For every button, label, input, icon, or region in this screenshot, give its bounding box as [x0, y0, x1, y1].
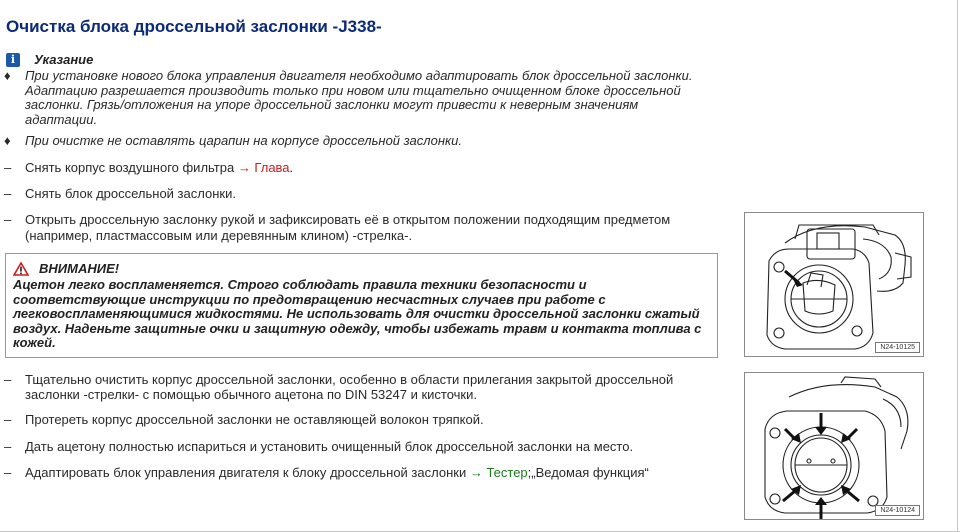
- throttle-body-open-illustration: [745, 213, 923, 356]
- note-line: Адаптацию разрешается производить только при новом или тщательно очищенном блоке дроссельной: [25, 82, 681, 98]
- warning-line: кожей.: [13, 335, 56, 351]
- dash-marker: –: [4, 212, 12, 227]
- dash-marker: –: [4, 439, 12, 454]
- throttle-body-closed-illustration: [745, 373, 923, 519]
- step-line: (например, пластмассовым или деревянным клином) -стрелка-.: [25, 228, 413, 243]
- info-icon: i: [6, 53, 20, 67]
- note-line: При очистке не оставлять царапин на корпусе дроссельной заслонки.: [25, 133, 462, 148]
- step-text: [25, 466, 649, 481]
- note-heading-label: Указание: [34, 52, 94, 67]
- step-text-main: Адаптировать блок управления двигателя к блоку дроссельной заслонки: [25, 465, 470, 480]
- page-title: Очистка блока дроссельной заслонки -J338-: [6, 17, 382, 36]
- warning-line: воздух. Наденьте защитные очки и защитную одежду, чтобы избежать травм и контакта топлива с: [13, 320, 702, 336]
- warning-triangle-icon: [13, 262, 29, 276]
- dash-marker: –: [4, 372, 12, 387]
- bullet-diamond-icon: ♦: [4, 68, 11, 83]
- step-text: Дать ацетону полностью испариться и установить очищенный блок дроссельной заслонки на место.: [25, 439, 634, 454]
- step-text: Протереть корпус дроссельной заслонки не оставляющей волокон тряпкой.: [25, 412, 484, 427]
- warning-line: легковоспламеняющимися жидкостями. Не использовать для очистки дроссельной заслонки сжатый: [13, 306, 700, 322]
- note-line: При установке нового блока управления двигателя необходимо адаптировать блок дроссельной заслонки.: [25, 68, 693, 83]
- step-line: Тщательно очистить корпус дроссельной заслонки, особенно в области прилегания закрытой дроссельной: [25, 372, 674, 387]
- warning-text: [13, 278, 713, 351]
- warning-heading-label: ВНИМАНИЕ!: [39, 261, 120, 276]
- step-text: [25, 161, 293, 176]
- step-text-main: Снять корпус воздушного фильтра: [25, 160, 238, 175]
- tester-link[interactable]: → Тестер: [469, 465, 528, 480]
- step-text: Снять блок дроссельной заслонки.: [25, 186, 236, 201]
- dash-marker: –: [4, 465, 12, 480]
- figure-throttle-closed: [744, 372, 924, 520]
- dash-marker: –: [4, 160, 12, 175]
- page-right-border: [957, 0, 958, 532]
- chapter-link[interactable]: → Глава: [237, 160, 290, 175]
- figure-throttle-open: [744, 212, 924, 357]
- dash-marker: –: [4, 412, 12, 427]
- step-line: Открыть дроссельную заслонку рукой и зафиксировать её в открытом положении подходящим предметом: [25, 212, 671, 227]
- step-line: заслонки -стрелки- с помощью обычного ацетона по DIN 53247 и кисточки.: [25, 386, 477, 402]
- step-text-end: ;„Ведомая функция“: [527, 465, 649, 480]
- warning-box: [5, 253, 718, 358]
- figure-id-label: N24-10124: [875, 505, 920, 516]
- warning-line: Ацетон легко воспламеняется. Строго соблюдать правила техники безопасности и: [13, 277, 587, 292]
- note-heading: [6, 52, 93, 67]
- note-line: заслонки. Грязь/отложения на упоре дроссельной заслонки могут привести к неверным значениям: [25, 97, 639, 112]
- dash-marker: –: [4, 186, 12, 201]
- bullet-diamond-icon: ♦: [4, 133, 11, 148]
- warning-heading: [13, 261, 119, 276]
- note-line: адаптации.: [25, 111, 98, 127]
- figure-id-label: N24-10125: [875, 342, 920, 353]
- warning-line: соответствующие инструкции по предотвращению несчастных случаев при работе с: [13, 291, 606, 307]
- step-text-end: .: [289, 160, 294, 175]
